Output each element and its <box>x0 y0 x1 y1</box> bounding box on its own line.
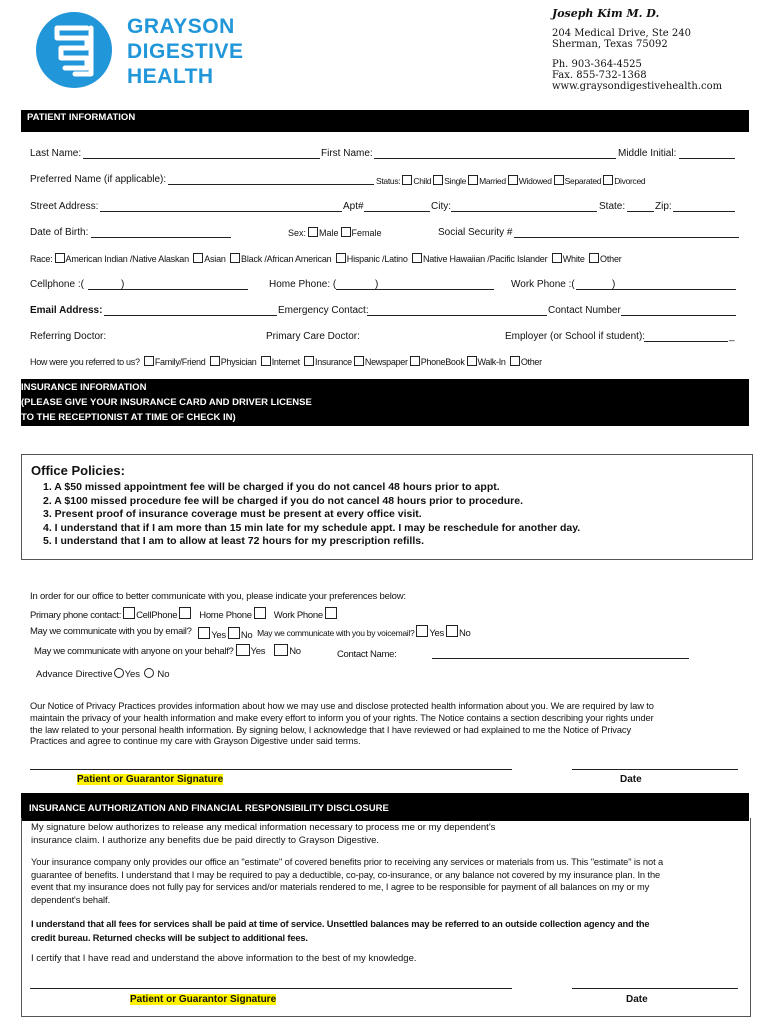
middle-initial-field[interactable] <box>679 158 735 159</box>
authorization-line: dependent's behalf. <box>31 894 110 905</box>
doctor-name: Joseph Kim M. D. <box>552 7 660 20</box>
contact-number-label: Contact Number <box>548 305 621 316</box>
authorization-line: I understand that all fees for services shall be paid at time of service. Unsettled balances may be referred to an outside collection agency and the <box>31 919 650 929</box>
employer-tail: _ <box>729 331 735 342</box>
race-black-checkbox[interactable] <box>230 253 240 263</box>
race-white-label: White <box>562 254 585 264</box>
race-white-checkbox[interactable] <box>552 253 562 263</box>
insurance-instruction-1: (PLEASE GIVE YOUR INSURANCE CARD AND DRIVER LICENSE <box>21 397 312 408</box>
email-yes-checkbox[interactable] <box>198 627 210 639</box>
policy-item: 1. A $50 missed appointment fee will be charged if you do not cancel 48 hours prior to appt. <box>43 481 500 493</box>
office-policies-box <box>21 454 753 560</box>
emergency-contact-label: Emergency Contact: <box>278 305 369 316</box>
home-phone-label: Home Phone: ( <box>269 279 337 290</box>
referred-insurance-checkbox[interactable] <box>304 356 314 366</box>
race-other-checkbox[interactable] <box>589 253 599 263</box>
referred-label: How were you referred to us? <box>30 357 140 367</box>
work-phone-checkbox[interactable] <box>325 607 337 619</box>
date-label-1: Date <box>620 774 642 785</box>
sex-male-label: Male <box>319 228 339 238</box>
signature-label-2: Patient or Guarantor Signature <box>130 994 277 1005</box>
email-question: May we communicate with you by email? <box>30 626 192 637</box>
referred-walkin-checkbox[interactable] <box>467 356 477 366</box>
work-phone-field[interactable] <box>576 289 736 290</box>
home-phone-field[interactable] <box>336 289 494 290</box>
primary-phone-row <box>30 607 338 621</box>
advance-yes-radio[interactable] <box>114 668 124 678</box>
date-label-2: Date <box>626 994 648 1005</box>
authorization-p4: I certify that I have read and understand the above information to the best of my knowledge. <box>31 953 417 964</box>
race-row <box>30 253 622 264</box>
home-phone-option-label: Home Phone <box>199 610 252 621</box>
status-child-checkbox[interactable] <box>402 175 412 185</box>
race-hispanic-checkbox[interactable] <box>336 253 346 263</box>
authorization-line: event that my insurance does not fully pay for services and/or materials rendered to me, I agree to be responsible for payment of all balances on my or my <box>31 882 650 892</box>
race-native-american-checkbox[interactable] <box>55 253 65 263</box>
dob-field[interactable] <box>91 237 231 238</box>
voicemail-no-label: No <box>459 628 471 639</box>
employer-field[interactable] <box>644 341 728 342</box>
privacy-line: maintain the privacy of your health information and make every effort to inform you of your rights. The Notice contains a section describing your rights under <box>30 712 654 723</box>
behalf-no-checkbox[interactable] <box>274 644 288 656</box>
status-single-checkbox[interactable] <box>433 175 443 185</box>
authorization-line: guarantee of benefits. I understand that I may be required to pay a deductible, co-pay, co-insurance, or any balance not covered by my insurance plan. In the <box>31 869 661 880</box>
status-row <box>376 175 645 186</box>
cellphone-option-label: CellPhone <box>136 610 178 621</box>
ssn-label: Social Security # <box>438 227 513 238</box>
logo <box>35 8 245 94</box>
website: www.graysondigestivehealth.com <box>552 81 723 92</box>
logo-text-3: HEALTH <box>127 65 214 88</box>
referred-internet-label: Internet <box>271 357 300 367</box>
privacy-notice <box>30 701 654 748</box>
city-label: City: <box>431 201 451 212</box>
sex-male-checkbox[interactable] <box>308 227 318 237</box>
policy-item: 3. Present proof of insurance coverage must be present at every office visit. <box>43 508 422 520</box>
patient-info-header: PATIENT INFORMATION <box>21 110 749 132</box>
advance-directive-label: Advance Directive <box>36 669 113 680</box>
sex-female-checkbox[interactable] <box>341 227 351 237</box>
primary-care-label: Primary Care Doctor: <box>266 331 360 342</box>
behalf-question: May we communicate with anyone on your behalf? <box>34 646 234 657</box>
race-label: Race: <box>30 254 53 264</box>
policy-item: 4. I understand that if I am more than 15 min late for my schedule appt. I may be reschedule for another day. <box>43 521 581 534</box>
cellphone-paren: ) <box>121 279 125 290</box>
home-phone-checkbox[interactable] <box>254 607 266 619</box>
voicemail-no-checkbox[interactable] <box>446 625 458 637</box>
race-asian-label: Asian <box>204 254 226 264</box>
status-child-label: Child <box>413 176 432 186</box>
emergency-contact-field[interactable] <box>367 315 547 316</box>
date-line-2[interactable] <box>572 988 738 989</box>
email-no-checkbox[interactable] <box>228 627 240 639</box>
state-field[interactable] <box>627 211 654 212</box>
behalf-pref-row <box>34 644 301 657</box>
home-phone-paren: ) <box>375 279 379 290</box>
cellphone-option-checkbox-2[interactable] <box>179 607 191 619</box>
voicemail-yes-checkbox[interactable] <box>416 625 428 637</box>
authorization-line: My signature below authorizes to release any medical information necessary to process me or my dependent's <box>31 822 496 833</box>
race-hispanic-label: Hispanic /Latino <box>346 254 408 264</box>
work-phone-option-label: Work Phone <box>273 610 323 621</box>
status-widowed-label: Widowed <box>518 176 552 186</box>
referred-family-label: Family/Friend <box>154 357 206 367</box>
signature-label-1: Patient or Guarantor Signature <box>77 774 224 785</box>
primary-phone-label: Primary phone contact: <box>30 610 122 621</box>
logo-text-2: DIGESTIVE <box>127 40 244 63</box>
authorization-line: insurance claim. I authorize any benefits due be paid directly to Grayson Digestive. <box>31 834 379 846</box>
referred-physician-checkbox[interactable] <box>210 356 220 366</box>
cellphone-field[interactable] <box>88 289 248 290</box>
signature-line-1[interactable] <box>30 769 512 770</box>
referred-physician-label: Physician <box>220 357 257 367</box>
status-widowed-checkbox[interactable] <box>508 175 518 185</box>
policy-item: 5. I understand that I am to allow at least 72 hours for my prescription refills. <box>43 535 425 547</box>
referred-phonebook-checkbox[interactable] <box>410 356 420 366</box>
status-divorced-label: Divorced <box>614 176 646 186</box>
contact-name-label: Contact Name: <box>337 649 397 660</box>
authorization-header: INSURANCE AUTHORIZATION AND FINANCIAL RESPONSIBILITY DISCLOSURE <box>21 793 749 821</box>
referred-family-checkbox[interactable] <box>144 356 154 366</box>
street-field[interactable] <box>100 211 342 212</box>
authorization-line: Your insurance company only provides our office an "estimate" of covered benefits prior to receiving any services or materials from us. This "estimate" is not a <box>31 857 664 867</box>
race-native-american-label: American Indian /Native Alaskan <box>65 254 189 264</box>
policies-title: Office Policies: <box>31 463 125 478</box>
street-label: Street Address: <box>30 201 99 212</box>
referred-walkin-label: Walk-In <box>477 357 506 367</box>
signature-line-2[interactable] <box>30 988 512 989</box>
privacy-line: the law related to your personal health information. By signing below, I acknowledge that I have reviewed or had explained to me the Notice of Privacy <box>30 724 632 735</box>
privacy-line: Our Notice of Privacy Practices provides information about how we may use and disclose protected health information about you. We are required by law to <box>30 701 654 711</box>
policy-item: 2. A $100 missed procedure fee will be charged if you do not cancel 48 hours prior to procedure. <box>43 494 524 507</box>
sex-label: Sex: <box>288 228 307 238</box>
fax-number: Fax. 855-732-1368 <box>552 70 647 81</box>
referring-doctor-label: Referring Doctor: <box>30 331 107 342</box>
authorization-p1 <box>31 822 495 847</box>
address-line-1: 204 Medical Drive, Ste 240 <box>552 28 691 39</box>
insurance-info-header <box>21 379 749 426</box>
last-name-label: Last Name: <box>30 148 82 159</box>
voicemail-yes-label: Yes <box>429 628 444 639</box>
logo-text-1: GRAYSON <box>127 15 235 38</box>
race-black-label: Black /African American <box>241 254 332 264</box>
city-field[interactable] <box>451 211 597 212</box>
work-phone-label: Work Phone :( <box>511 279 575 290</box>
behalf-yes-checkbox[interactable] <box>236 644 250 656</box>
referred-other-checkbox[interactable] <box>510 356 520 366</box>
status-separated-label: Separated <box>564 176 602 186</box>
contact-number-field[interactable] <box>621 315 736 316</box>
preferred-name-field[interactable] <box>168 184 374 185</box>
middle-initial-label: Middle Initial: <box>618 148 677 159</box>
dob-label: Date of Birth: <box>30 227 89 238</box>
zip-label: Zip: <box>655 201 672 212</box>
apt-field[interactable] <box>364 211 430 212</box>
race-asian-checkbox[interactable] <box>193 253 203 263</box>
referred-phonebook-label: PhoneBook <box>420 357 465 367</box>
preferred-name-label: Preferred Name (if applicable): <box>30 174 167 185</box>
referred-internet-checkbox[interactable] <box>261 356 271 366</box>
referred-other-label: Other <box>520 357 542 367</box>
first-name-label: First Name: <box>321 148 373 159</box>
race-other-label: Other <box>600 254 622 264</box>
ssn-field[interactable] <box>514 237 739 238</box>
race-pacific-checkbox[interactable] <box>412 253 422 263</box>
status-married-checkbox[interactable] <box>468 175 478 185</box>
referred-newspaper-label: Newspaper <box>364 357 408 367</box>
contact-name-field[interactable] <box>432 658 689 659</box>
first-name-field[interactable] <box>374 158 616 159</box>
date-line-1[interactable] <box>572 769 738 770</box>
advance-directive-row <box>36 668 170 680</box>
authorization-line: credit bureau. Returned checks will be subject to additional fees. <box>31 932 308 943</box>
privacy-line: Practices and agree to continue my care with Grayson Digestive under said terms. <box>30 736 361 747</box>
referred-newspaper-checkbox[interactable] <box>354 356 364 366</box>
zip-field[interactable] <box>673 211 735 212</box>
race-pacific-label: Native Hawaiian /Pacific Islander <box>422 254 548 264</box>
intestine-logo-icon <box>35 8 113 92</box>
status-single-label: Single <box>444 176 467 186</box>
sex-row <box>288 227 382 238</box>
email-yes-label: Yes <box>211 630 226 641</box>
status-divorced-checkbox[interactable] <box>603 175 613 185</box>
authorization-p2 <box>31 856 663 906</box>
phone-number: Ph. 903-364-4525 <box>552 59 642 70</box>
cellphone-label: Cellphone :( <box>30 279 84 290</box>
status-separated-checkbox[interactable] <box>554 175 564 185</box>
behalf-yes-label: Yes <box>250 646 266 657</box>
email-pref-row <box>30 625 471 639</box>
state-label: State: <box>599 201 626 212</box>
apt-label: Apt# <box>343 201 364 212</box>
communication-intro: In order for our office to better communicate with you, please indicate your preferences below: <box>30 591 406 602</box>
status-married-label: Married <box>479 176 506 186</box>
address-line-2: Sherman, Texas 75092 <box>552 39 668 50</box>
referred-insurance-label: Insurance <box>315 357 352 367</box>
behalf-no-label: No <box>289 646 301 657</box>
authorization-p3 <box>31 918 649 945</box>
employer-label: Employer (or School if student): <box>505 331 646 342</box>
status-label: Status: <box>376 176 401 186</box>
cellphone-checkbox[interactable] <box>123 607 135 619</box>
insurance-instruction-2: TO THE RECEPTIONIST AT TIME OF CHECK IN) <box>21 412 236 423</box>
advance-yes-label: Yes <box>124 669 141 680</box>
last-name-field[interactable] <box>83 158 320 159</box>
advance-no-label: No <box>157 669 170 680</box>
referred-row <box>30 356 542 367</box>
voicemail-question: May we communicate with you by voicemail? <box>257 628 415 638</box>
email-label: Email Address: <box>30 305 103 316</box>
work-phone-paren: ) <box>612 279 616 290</box>
insurance-title: INSURANCE INFORMATION <box>21 382 147 393</box>
email-field[interactable] <box>104 315 277 316</box>
sex-female-label: Female <box>351 228 382 238</box>
advance-no-radio[interactable] <box>144 668 154 678</box>
email-no-label: No <box>240 630 253 641</box>
